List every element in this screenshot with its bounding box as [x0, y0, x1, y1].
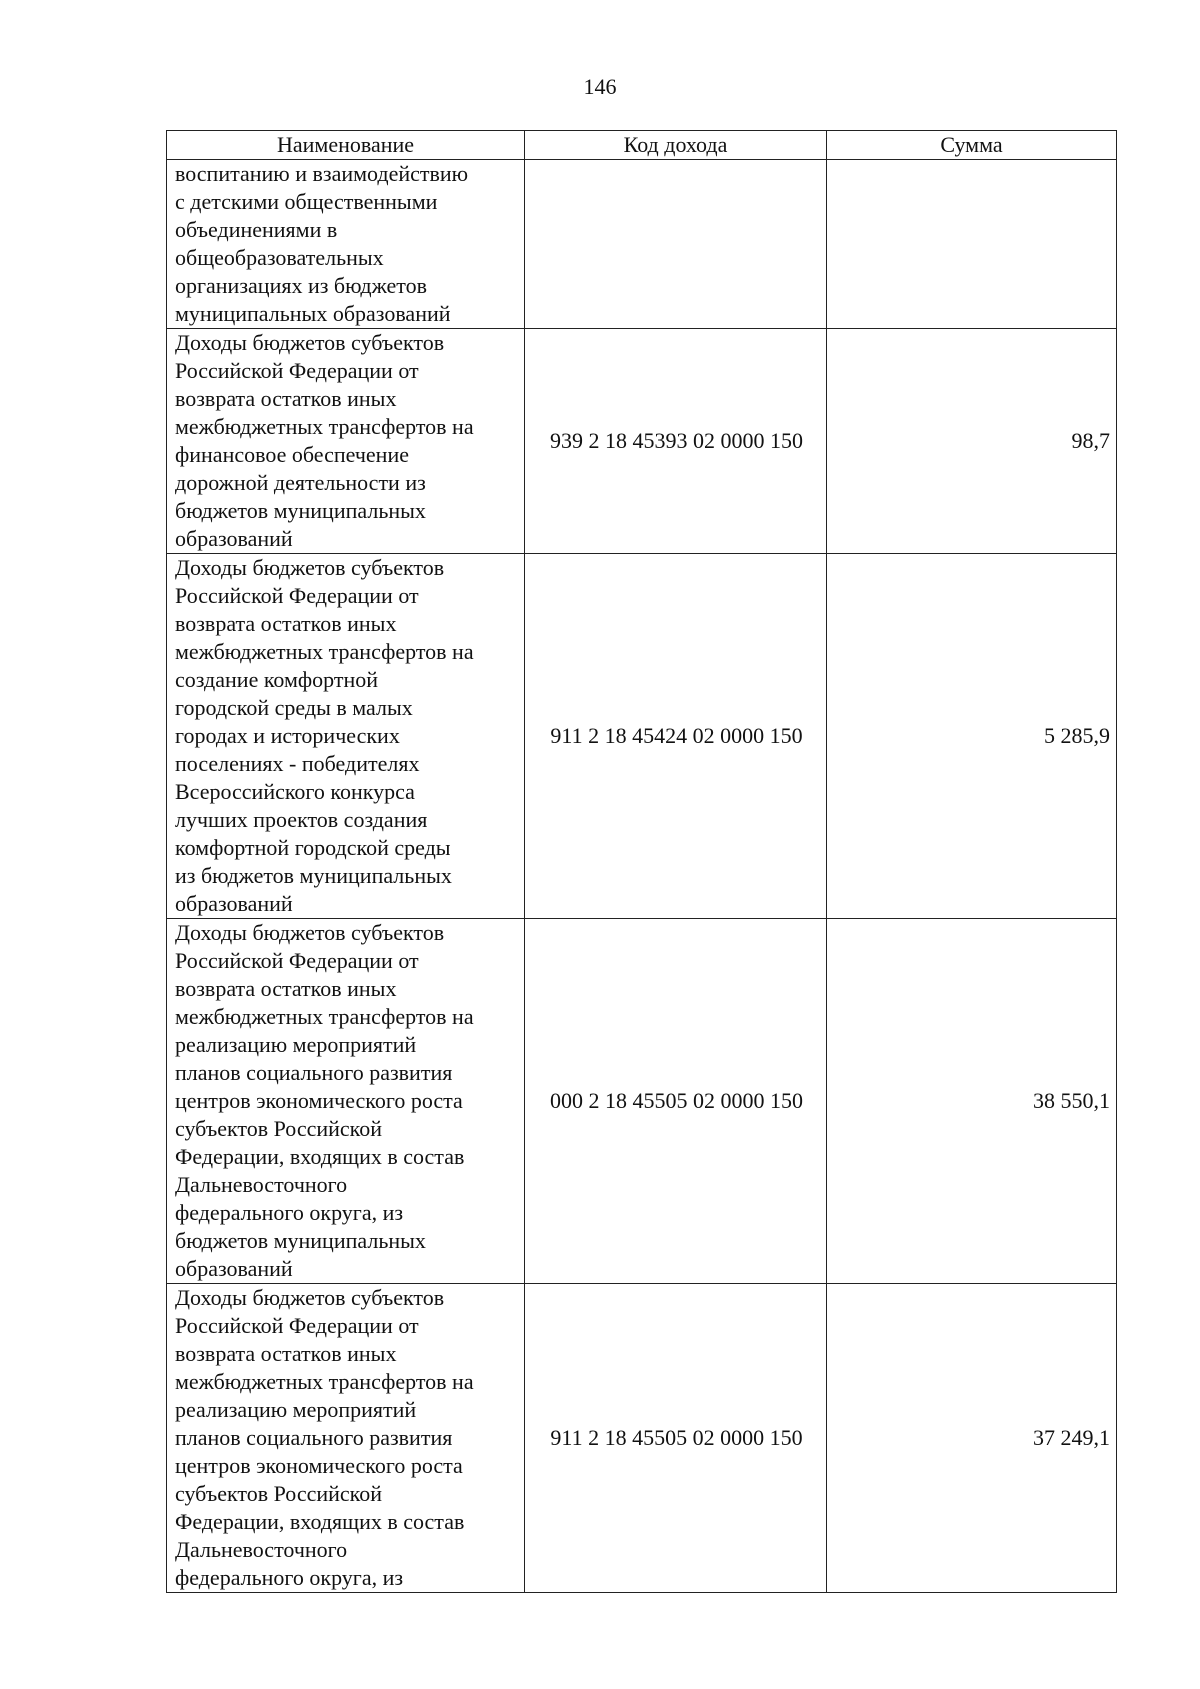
column-header-sum: Сумма — [827, 131, 1117, 160]
table-row — [167, 160, 1117, 329]
row-name-cell: воспитанию и взаимодействию с детскими общественными объединениями в общеобразовательных организациях из бюджетов муниципальных образований — [167, 160, 525, 329]
row-code-cell: 000 2 18 45505 02 0000 150 — [525, 919, 827, 1284]
row-sum-cell: 5 285,9 — [827, 554, 1117, 919]
row-sum-cell: 37 249,1 — [827, 1284, 1117, 1593]
row-code-cell: 911 2 18 45424 02 0000 150 — [525, 554, 827, 919]
row-name-cell: Доходы бюджетов субъектов Российской Федерации от возврата остатков иных межбюджетных трансфертов на реализацию мероприятий планов социального развития центров экономического роста субъектов Российской Федерации, входящих в состав Дальневосточного федерального округа, из — [167, 1284, 525, 1593]
row-sum-cell: 38 550,1 — [827, 919, 1117, 1284]
row-code-cell — [525, 160, 827, 329]
table-row — [167, 1284, 1117, 1593]
row-name-cell: Доходы бюджетов субъектов Российской Федерации от возврата остатков иных межбюджетных трансфертов на создание комфортной городской среды в малых городах и исторических поселениях - победителях Всероссийского конкурса лучших проектов создания комфортной городской среды из бюджетов муниципальных образований — [167, 554, 525, 919]
column-header-name: Наименование — [167, 131, 525, 160]
revenue-table — [166, 130, 1117, 1593]
table-body — [167, 160, 1117, 1593]
row-sum-cell — [827, 160, 1117, 329]
row-name-cell: Доходы бюджетов субъектов Российской Федерации от возврата остатков иных межбюджетных трансфертов на реализацию мероприятий планов социального развития центров экономического роста субъектов Российской Федерации, входящих в состав Дальневосточного федерального округа, из бюджетов муниципальных образований — [167, 919, 525, 1284]
row-code-cell: 911 2 18 45505 02 0000 150 — [525, 1284, 827, 1593]
table-row — [167, 554, 1117, 919]
table-header — [167, 131, 1117, 160]
row-name-cell: Доходы бюджетов субъектов Российской Федерации от возврата остатков иных межбюджетных трансфертов на финансовое обеспечение дорожной деятельности из бюджетов муниципальных образований — [167, 329, 525, 554]
header-row — [167, 131, 1117, 160]
row-sum-cell: 98,7 — [827, 329, 1117, 554]
table-row — [167, 919, 1117, 1284]
row-code-cell: 939 2 18 45393 02 0000 150 — [525, 329, 827, 554]
table-row — [167, 329, 1117, 554]
column-header-code: Код дохода — [525, 131, 827, 160]
page-number: 146 — [583, 74, 617, 99]
